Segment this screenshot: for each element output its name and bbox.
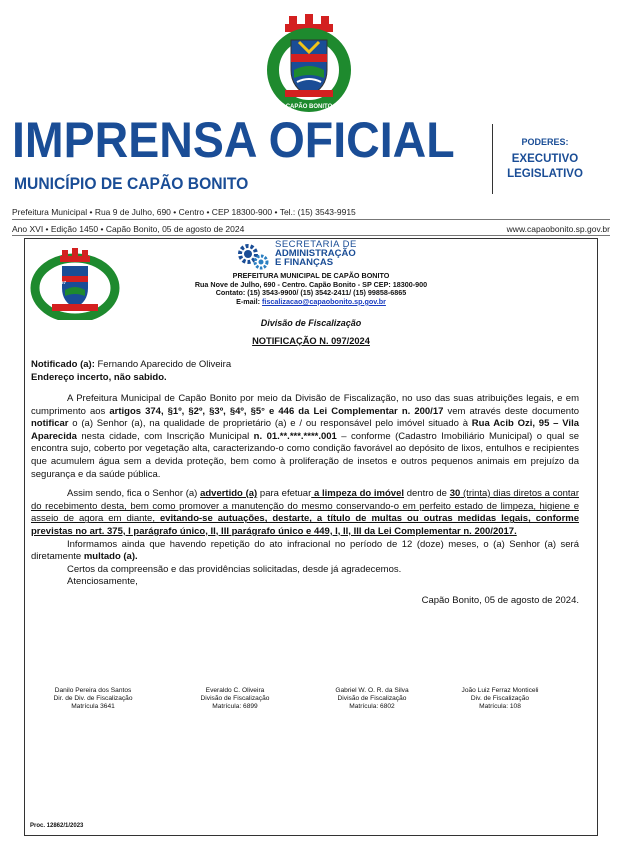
edition-info: Ano XVI • Edição 1450 • Capão Bonito, 05 de agosto de 2024: [12, 224, 245, 234]
secretaria-line3: E FINANÇAS: [275, 257, 334, 268]
masthead-address: Prefeitura Municipal • Rua 9 de Julho, 690 • Centro • CEP 18300-900 • Tel.: (15) 3543-9915: [12, 207, 356, 217]
gear-icon: [235, 241, 271, 271]
notified-name: Fernando Aparecido de Oliveira: [97, 359, 232, 370]
letterhead-org: PREFEITURA MUNICIPAL DE CAPÃO BONITO: [232, 271, 390, 280]
letterhead-block: [120, 272, 502, 306]
place-date: Capão Bonito, 05 de agosto de 2024.: [421, 594, 579, 606]
notified-block: [31, 358, 231, 384]
poderes-label: PODERES:: [521, 137, 569, 147]
poder-legislativo: LEGISLATIVO: [507, 168, 583, 180]
crest-text: CAPÃO BONITO: [285, 104, 333, 110]
publication-title: IMPRENSA OFICIAL: [12, 112, 455, 168]
paragraph-3: Informamos ainda que havendo repetição do ato infracional no período de 12 (doze) meses, o (a) Senhor (a) será diretamente multado (a).: [31, 538, 579, 563]
crest-years: 1843 · 1857: [42, 280, 67, 285]
notified-address: Endereço incerto, não sabido.: [31, 372, 167, 383]
secretaria-logo: [235, 240, 385, 272]
signature-block: João Luiz Ferraz Monticeli Div. de Fiscalização Matrícula: 108: [461, 687, 539, 711]
letterhead-email-row: [120, 298, 502, 307]
notice-title: NOTIFICAÇÃO N. 097/2024: [252, 336, 370, 346]
municipal-crest-logo: [261, 12, 357, 112]
signature-block: Gabriel W. O. R. da Silva Divisão de Fiscalização Matrícula: 6802: [335, 687, 409, 711]
notice-body: [31, 393, 579, 608]
poderes-block: [500, 135, 590, 182]
email-label: E-mail:: [236, 296, 261, 306]
division-title: Divisão de Fiscalização: [260, 318, 362, 328]
signature-block: Danilo Pereira dos Santos Dir. de Div. de Fiscalização Matrícula 3641: [53, 687, 133, 711]
paragraph-4: Certos da compreensão e das providências solicitadas, desde já agradecemos.: [67, 563, 402, 575]
crest-text: CAPÃO BONITO: [53, 314, 97, 320]
paragraph-1: A Prefeitura Municipal de Capão Bonito por meio da Divisão de Fiscalização, no uso das suas atribuições legais, e em cumprimento aos artigos 374, §1º, §2º, §3º, §4º, §5° e 446 da Lei Complementar n. 200/17 vem através deste documento notificar o (a) Senhor (a), na qualidade de proprietário (a) e / ou responsável pelo imóvel situado à Rua Acib Ozi, 95 – Vila Aparecida nesta cidade, com Inscrição Municipal n. 01.**.***.****.001 – conforme (Cadastro Imobiliário Municipal) o qual se encontra sujo, coberto por vegetação alta, caracterizando-o como condição favorável ao depósito de lixos, entulhos e recipientes que acumulem água sem a devida proteção, bem como à proliferação de insetos e outros pequenos animais em prejuízo da segurança e da saúde pública.: [31, 393, 579, 480]
email-link[interactable]: fiscalizacao@capaobonito.sp.gov.br: [262, 296, 386, 306]
letterhead-crest-logo: [30, 248, 120, 320]
letterhead-contacts: Contato: (15) 3543-9900/ (15) 3542-2411/ (15) 99858-6865: [215, 288, 407, 298]
secretaria-line1: SECRETARIA DE: [275, 239, 357, 250]
publication-subtitle: MUNICÍPIO DE CAPÃO BONITO: [14, 174, 249, 193]
closing: Atenciosamente,: [67, 576, 138, 588]
poder-executivo: EXECUTIVO: [511, 153, 579, 165]
secretaria-line2: ADMINISTRAÇÃO: [275, 248, 356, 259]
paragraph-2: Assim sendo, fica o Senhor (a) advertido (a) para efetuar a limpeza do imóvel dentro de 30 (trinta) dias diretos a contar do recebimento desta, bem como promover a manutenção do mesmo conservando-o em perfeito estado de limpeza, higiene e asseio de agora em diante, evitando-se autuações, destarte, a título de multas ou outras medidas legais, conforme previstas no art. 375, I parágrafo único, II, III parágrafo único e 449, I, II, III da Lei Complementar n. 200/2017.: [31, 488, 580, 537]
process-number: Proc. 12862/1/2023: [30, 823, 84, 829]
divider-rule: [12, 219, 610, 220]
notified-label: Notificado (a):: [31, 359, 95, 370]
letterhead-address: Rua Nove de Julho, 690 - Centro. Capão Bonito - SP CEP: 18300-900: [194, 279, 428, 289]
divider-rule: [12, 235, 610, 236]
website-link[interactable]: www.capaobonito.sp.gov.br: [506, 224, 610, 234]
vertical-divider: [492, 124, 493, 194]
signature-block: Everaldo C. Oliveira Divisão de Fiscalização Matrícula: 6899: [200, 687, 270, 711]
